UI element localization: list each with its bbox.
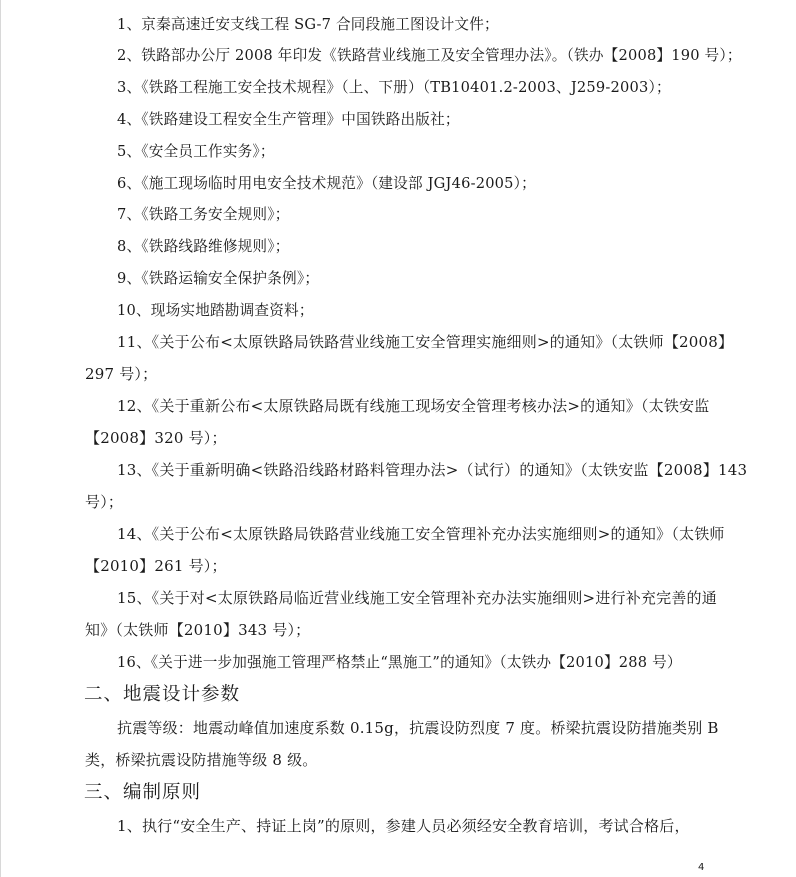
reference-item: 3、《铁路工程施工安全技术规程》（上、下册）（TB10401.2-2003、J259-2003）； xyxy=(117,78,671,96)
reference-item: 2、铁路部办公厅 2008 年印发《铁路营业线施工及安全管理办法》。（铁办【2008】190 号）； xyxy=(117,46,742,64)
reference-item: 14、《关于公布<太原铁路局铁路营业线施工安全管理补充办法实施细则>的通知》（太铁师 xyxy=(117,525,725,543)
reference-item-continuation: 知》（太铁师【2010】343 号）； xyxy=(85,621,311,639)
reference-item-continuation: 【2010】261 号）； xyxy=(85,557,227,575)
section-heading-principles: 三、编制原则 xyxy=(84,782,202,803)
principles-paragraph-line: 1、执行“安全生产、持证上岗”的原则，参建人员必须经安全教育培训，考试合格后， xyxy=(117,817,690,835)
reference-item: 6、《施工现场临时用电安全技术规范》（建设部 JGJ46-2005）； xyxy=(117,174,536,192)
reference-item: 1、京秦高速迁安支线工程 SG-7 合同段施工图设计文件； xyxy=(117,15,499,33)
reference-item: 8、《铁路线路维修规则》； xyxy=(117,237,290,255)
section-heading-seismic: 二、地震设计参数 xyxy=(84,684,241,705)
reference-item-continuation: 【2008】320 号）； xyxy=(85,429,227,447)
seismic-paragraph-line: 类，桥梁抗震设防措施等级 8 级。 xyxy=(85,751,318,769)
reference-item-continuation: 号）； xyxy=(85,493,124,511)
reference-item: 12、《关于重新公布<太原铁路局既有线施工现场安全管理考核办法>的通知》（太铁安监 xyxy=(117,397,710,415)
reference-item: 5、《安全员工作实务》； xyxy=(117,142,275,160)
reference-item: 10、现场实地踏勘调查资料； xyxy=(117,301,314,319)
reference-item: 4、《铁路建设工程安全生产管理》中国铁路出版社； xyxy=(117,110,460,128)
reference-item: 16、《关于进一步加强施工管理严格禁止“黑施工”的通知》（太铁办【2010】288 号） xyxy=(117,653,682,671)
page-number: 4 xyxy=(698,862,705,873)
reference-item: 7、《铁路工务安全规则》； xyxy=(117,205,290,223)
reference-item: 11、《关于公布<太原铁路局铁路营业线施工安全管理实施细则>的通知》（太铁师【2008】 xyxy=(117,333,734,351)
reference-item: 13、《关于重新明确<铁路沿线路材路料管理办法>（试行）的通知》（太铁安监【2008】143 xyxy=(117,461,748,479)
reference-item: 9、《铁路运输安全保护条例》； xyxy=(117,269,320,287)
seismic-paragraph-line: 抗震等级：地震动峰值加速度系数 0.15g，抗震设防烈度 7 度。桥梁抗震设防措施类别 B xyxy=(117,719,719,737)
reference-item: 15、《关于对<太原铁路局临近营业线施工安全管理补充办法实施细则>进行补充完善的通 xyxy=(117,589,717,607)
reference-item-continuation: 297 号）； xyxy=(85,365,158,383)
